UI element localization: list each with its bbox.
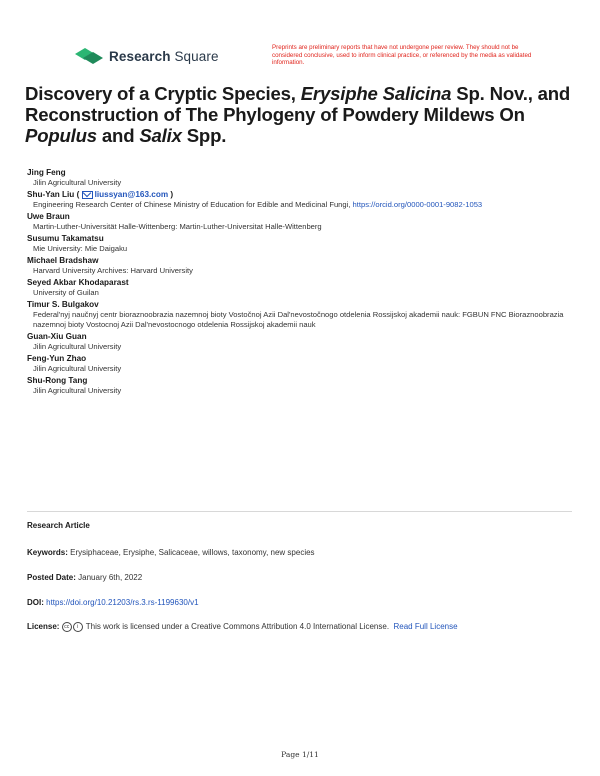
envelope-icon <box>82 191 93 199</box>
posted-date: Posted Date: January 6th, 2022 <box>27 573 143 582</box>
author-name: Michael Bradshaw <box>27 256 99 265</box>
research-square-logo-icon <box>75 46 103 66</box>
page-number: Page 1/11 <box>281 750 319 759</box>
author-affiliation: Harvard University Archives: Harvard University <box>33 266 193 275</box>
author-affiliation: Jilin Agricultural University <box>33 386 122 395</box>
by-icon: i <box>73 622 83 632</box>
author-name: Timur S. Bulgakov <box>27 300 99 309</box>
logo-text: Research Square <box>109 48 219 64</box>
license: License: cc i This work is licensed under a Creative Commons Attribution 4.0 International License. Read Full License <box>27 622 458 632</box>
author-email-link[interactable]: liussyan@163.com <box>82 190 169 199</box>
author-affiliation: Engineering Research Center of Chinese Ministry of Education for Edible and Medicinal Fungi, https://orcid.org/0000-0001-9082-1053 <box>33 200 483 209</box>
author-name: Shu-Rong Tang <box>27 376 88 385</box>
author-name: Susumu Takamatsu <box>27 234 104 243</box>
author-affiliation: Jilin Agricultural University <box>33 178 122 187</box>
author-name: Guan-Xiu Guan <box>27 332 87 341</box>
orcid-link[interactable]: https://orcid.org/0000-0001-9082-1053 <box>352 200 483 209</box>
author-name: Seyed Akbar Khodaparast <box>27 278 129 287</box>
cc-icon: cc <box>62 622 72 632</box>
research-square-logo[interactable] <box>75 46 219 66</box>
author-list <box>27 166 582 397</box>
author-name: Uwe Braun <box>27 212 70 221</box>
author-affiliation: University of Guilan <box>33 288 99 297</box>
read-full-license-link[interactable]: Read Full License <box>393 622 458 632</box>
author-affiliation: Mie University: Mie Daigaku <box>33 244 128 253</box>
author-name: Jing Feng <box>27 168 66 177</box>
keywords: Keywords: Erysiphaceae, Erysiphe, Salicaceae, willows, taxonomy, new species <box>27 548 315 557</box>
preprint-disclaimer: Preprints are preliminary reports that have not undergone peer review. They should not be considered conclusive, used to inform clinical practice, or referenced by the media as validated information. <box>272 44 532 67</box>
author-affiliation: Jilin Agricultural University <box>33 364 122 373</box>
author-affiliation: Martin-Luther-Universität Halle-Wittenberg: Martin-Luther-Universitat Halle-Wittenberg <box>33 222 322 231</box>
paper-title: Discovery of a Cryptic Species, Erysiphe Salicina Sp. Nov., and Reconstruction of The Phylogeny of Powdery Mildews On Populus and Salix Spp. <box>25 83 571 146</box>
doi-link[interactable]: https://doi.org/10.21203/rs.3.rs-1199630/v1 <box>46 598 199 607</box>
author-name: Shu-Yan Liu ( liussyan@163.com ) <box>27 190 174 199</box>
divider <box>27 511 572 512</box>
author-name: Feng-Yun Zhao <box>27 354 87 363</box>
author-affiliation: Federal'nyj naučnyj centr bioraznoobrazia nazemnoj bioty Vostočnoj Azii Dal'nevostočnogo otdelenia Rossijskoj akademii nauk: FGBUN FNC Bioraznoobrazia nazemnoj bioty Vostocnoj Azii Dal'nevostocnogo otdelenia Rossijskoj akademii nauk <box>33 310 564 329</box>
author-affiliation: Jilin Agricultural University <box>33 342 122 351</box>
doi: DOI: https://doi.org/10.21203/rs.3.rs-1199630/v1 <box>27 598 199 607</box>
article-type: Research Article <box>27 521 90 530</box>
